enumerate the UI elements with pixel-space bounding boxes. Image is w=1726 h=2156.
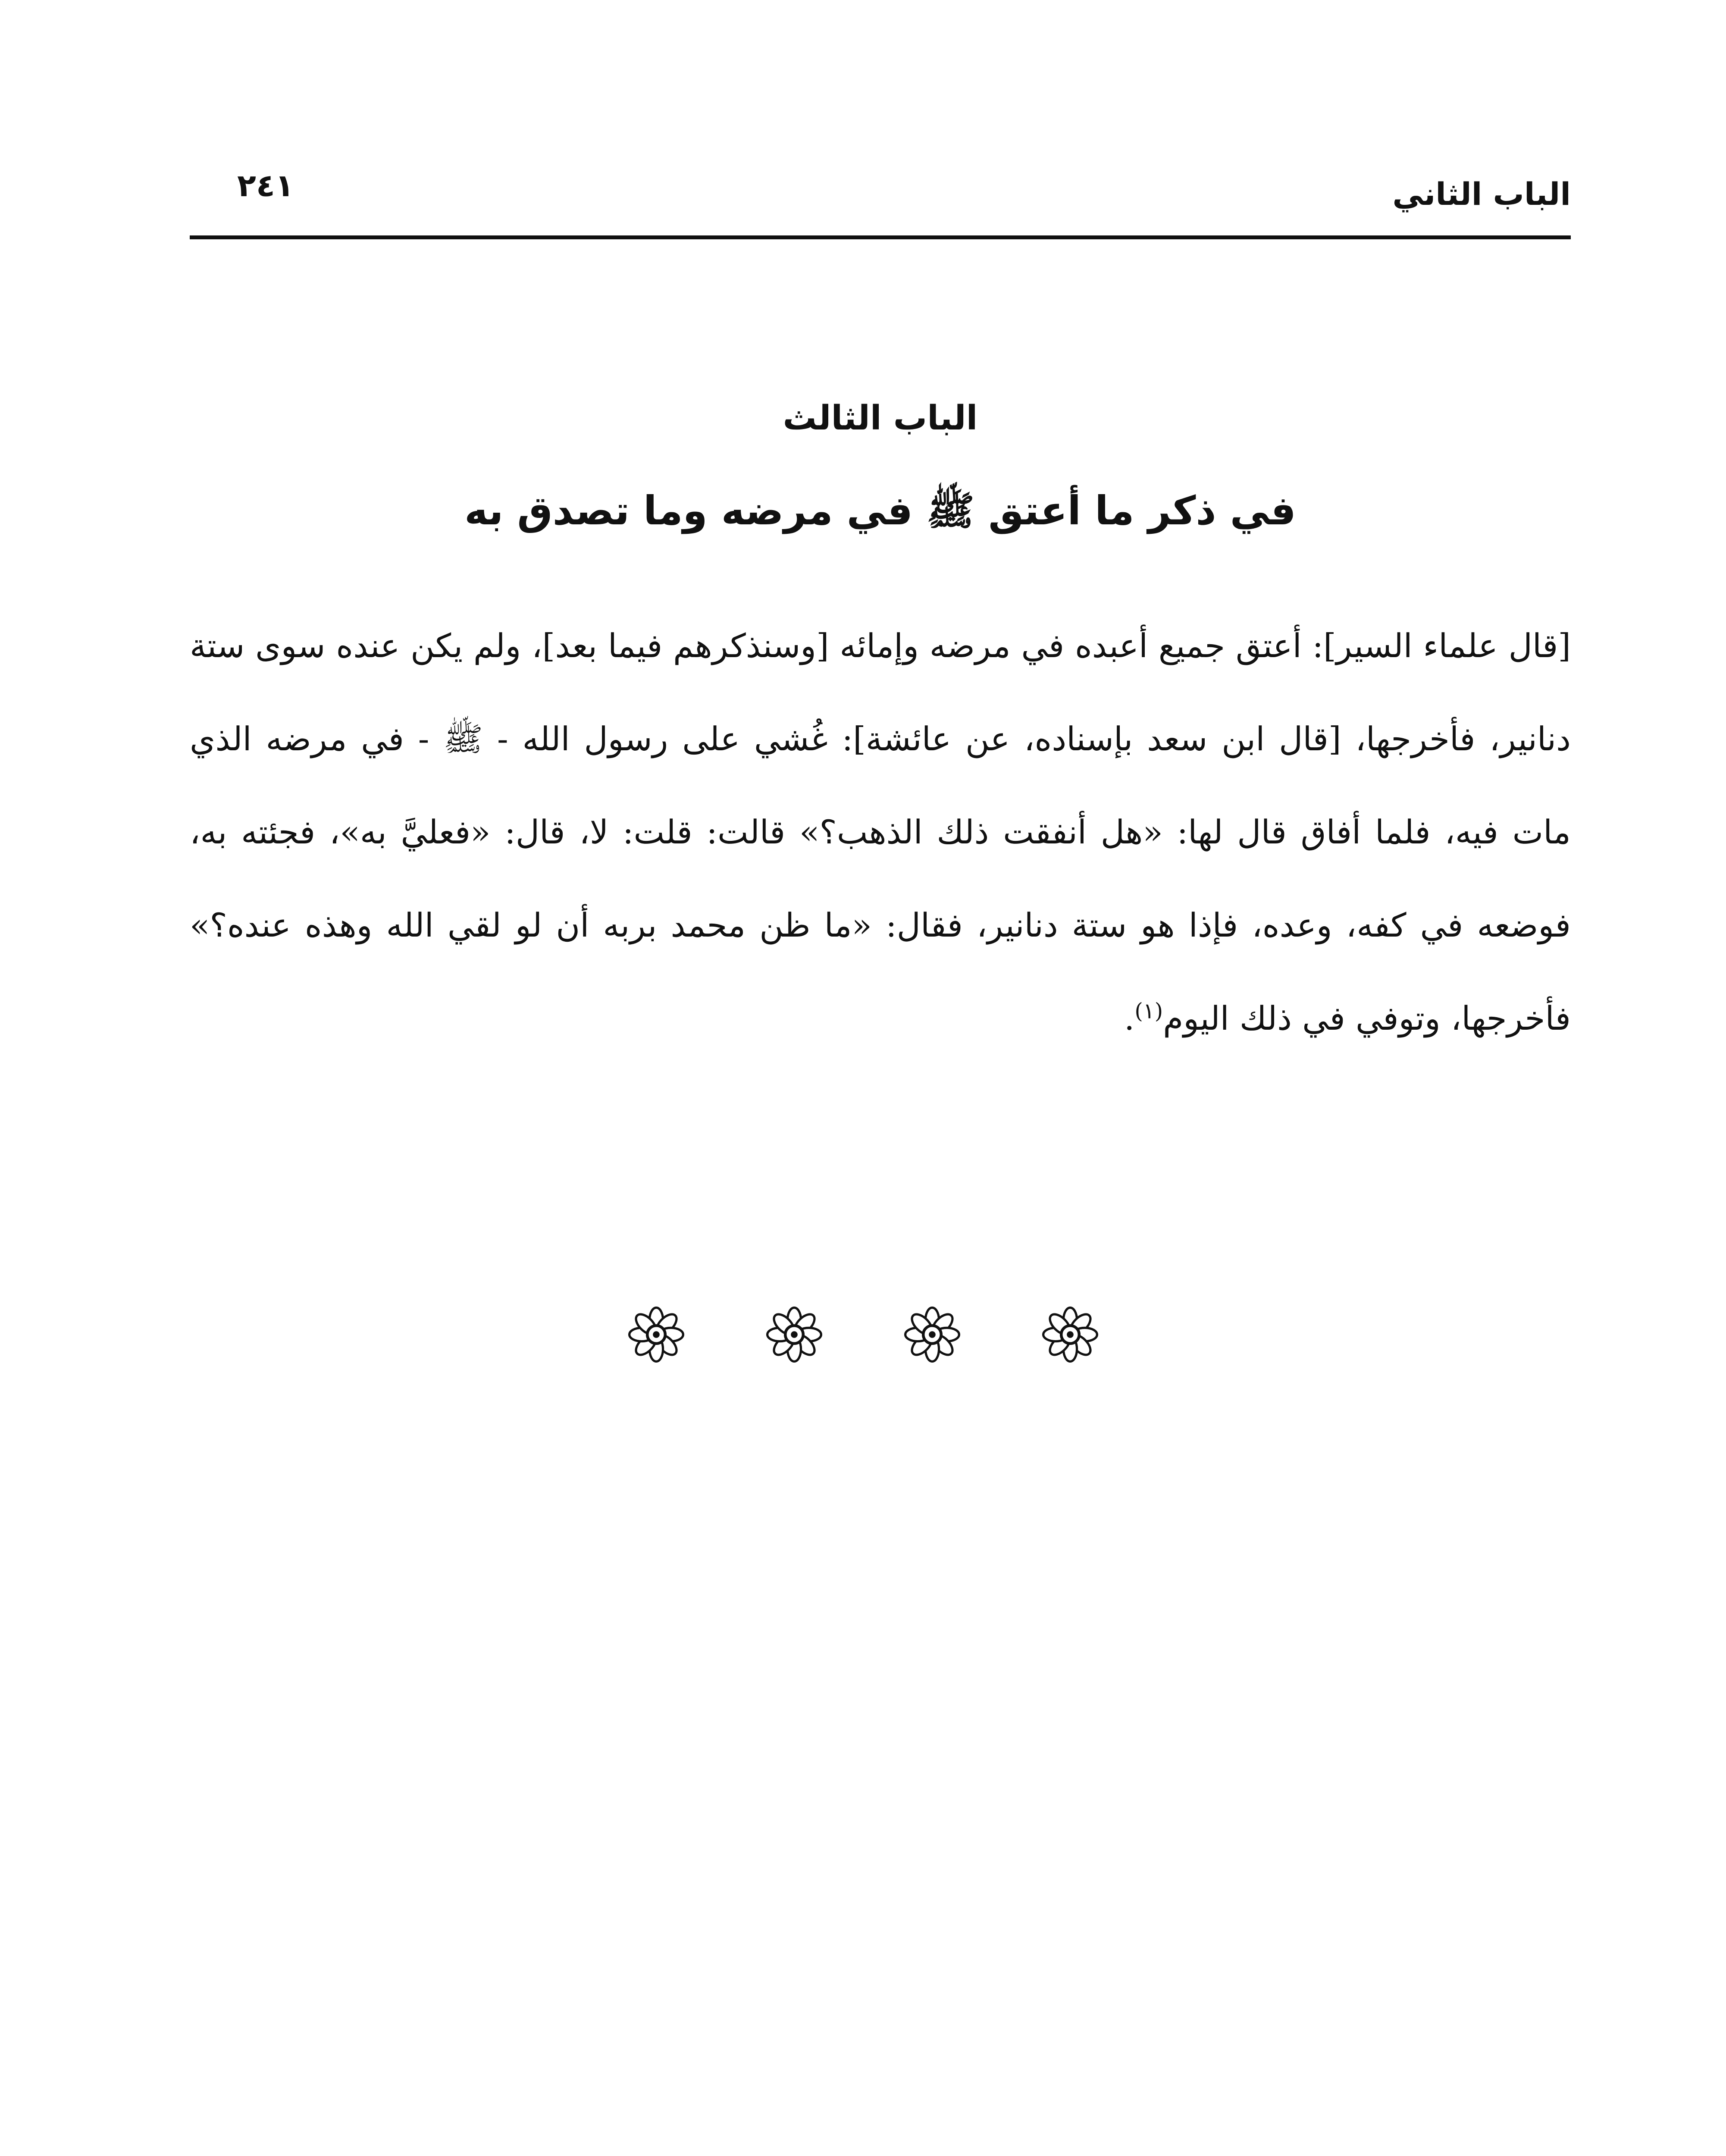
chapter-title: الباب الثالث <box>783 399 978 438</box>
floral-star-ornament-icon <box>628 1307 684 1363</box>
section-ornaments <box>0 1307 1726 1393</box>
running-header-title: الباب الثاني <box>1392 176 1571 212</box>
chapter-heading <box>190 388 1571 543</box>
body-text-end: . <box>1124 999 1135 1037</box>
floral-star-ornament-icon <box>766 1307 822 1363</box>
body-text: [قال علماء السير]: أعتق جميع أعبده في مرضه وإمائه [وسنذكرهم فيما بعد]، ولم يكن عنده سوى ستة دنانير، فأخرجها، [قال ابن سعد بإسناده، عن عائشة]: غُشي على رسول الله - ﷺ - في مرضه الذي مات فيه، فلما أفاق قال لها: «هل أنفقت ذلك الذهب؟» قالت: قلت: لا، قال: «فعليَّ به»، فجئته به، فوضعه في كفه، وعده، فإذا هو ستة دنانير، فقال: «ما ظن محمد بربه أن لو لقي الله وهذه عنده؟» فأخرجها، وتوفي في ذلك اليوم <box>190 627 1571 1037</box>
footnote-reference: (١) <box>1134 998 1163 1024</box>
page-number: ٢٤١ <box>237 167 294 204</box>
header-rule <box>190 235 1571 239</box>
chapter-subtitle: في ذكر ما أعتق ﷺ في مرضه وما تصدق به <box>464 488 1296 534</box>
body-paragraph <box>190 599 1571 1065</box>
floral-star-ornament-icon <box>1042 1307 1098 1363</box>
floral-star-ornament-icon <box>904 1307 960 1363</box>
running-header <box>190 155 1571 233</box>
